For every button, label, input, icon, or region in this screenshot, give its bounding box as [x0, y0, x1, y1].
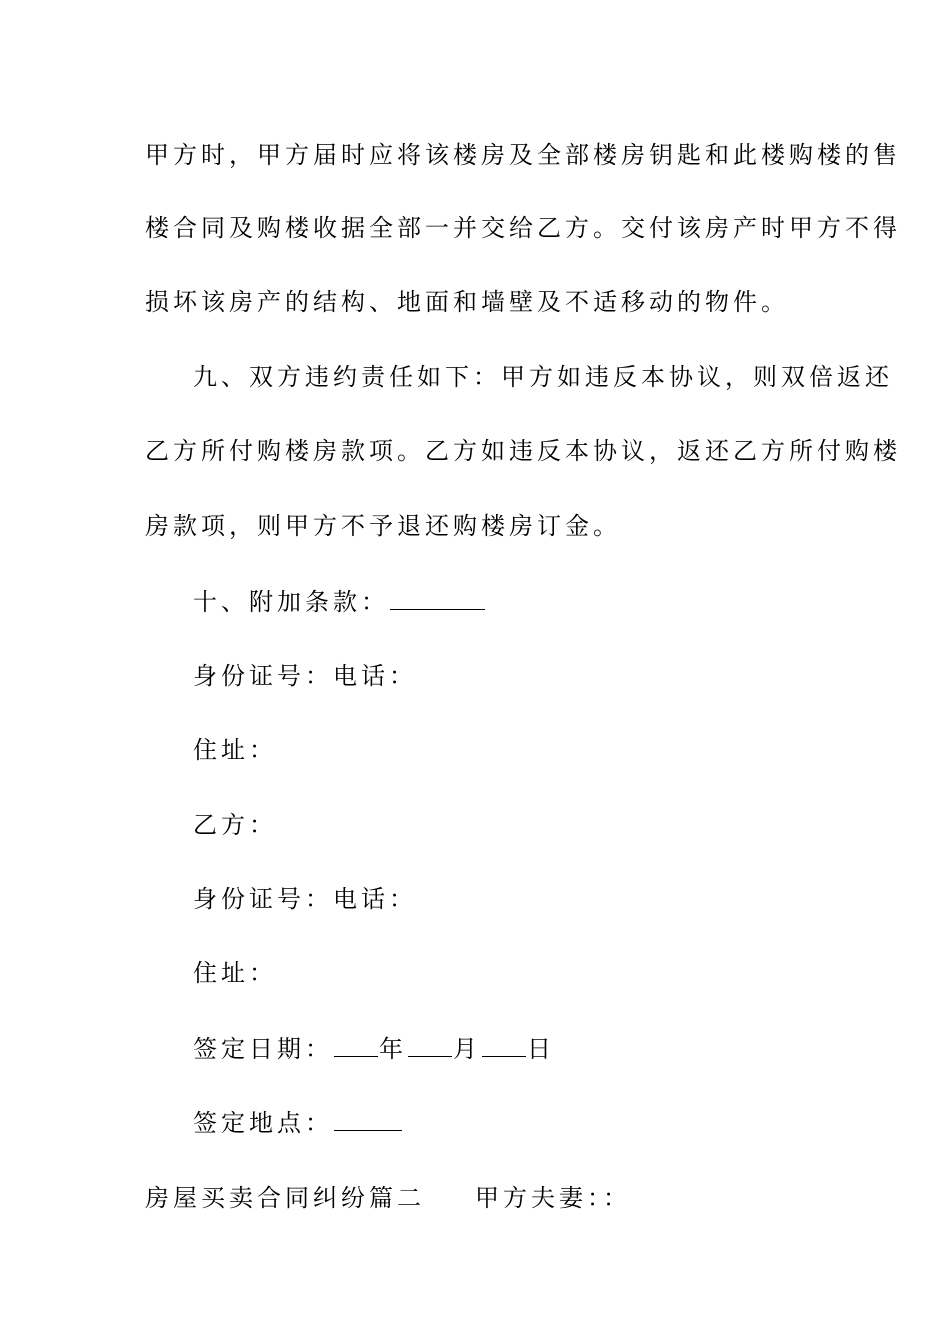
party-b-id-phone: 身份证号：电话： — [193, 885, 417, 913]
clause-10-line — [193, 587, 858, 617]
footer-title: 房屋买卖合同纠纷篇二 — [145, 1184, 425, 1212]
footer-line — [145, 1183, 810, 1213]
paragraph-1-line-2: 楼合同及购楼收据全部一并交给乙方。交付该房产时甲方不得 — [145, 214, 901, 242]
month-blank — [408, 1055, 452, 1057]
day-blank — [482, 1055, 526, 1057]
signing-place-line — [193, 1108, 858, 1138]
signing-date-label: 签定日期： — [193, 1035, 333, 1063]
party-a-id-phone: 身份证号：电话： — [193, 662, 417, 690]
signing-place-label: 签定地点： — [193, 1109, 333, 1137]
clause-9-line-3: 房款项，则甲方不予退还购楼房订金。 — [145, 512, 621, 540]
party-b-address: 住址： — [193, 959, 277, 987]
clause-10-blank — [390, 608, 485, 610]
paragraph-1-line-3: 损坏该房产的结构、地面和墙壁及不适移动的物件。 — [145, 288, 789, 316]
party-a-spouse-label: 甲方夫妻：： — [475, 1184, 631, 1212]
year-blank — [334, 1055, 378, 1057]
party-b-label: 乙方： — [193, 811, 277, 839]
clause-9-line-2: 乙方所付购楼房款项。乙方如违反本协议，返还乙方所付购楼 — [145, 437, 901, 465]
paragraph-1-line-1: 甲方时，甲方届时应将该楼房及全部楼房钥匙和此楼购楼的售 — [145, 141, 901, 169]
month-label: 月 — [453, 1035, 481, 1063]
day-label: 日 — [527, 1035, 555, 1063]
party-a-address: 住址： — [193, 736, 277, 764]
year-label: 年 — [379, 1035, 407, 1063]
signing-date-line — [193, 1034, 858, 1064]
clause-10-label: 十、附加条款： — [193, 588, 389, 616]
signing-place-blank — [334, 1129, 402, 1131]
clause-9-line-1: 九、双方违约责任如下：甲方如违反本协议，则双倍返还 — [193, 363, 893, 391]
